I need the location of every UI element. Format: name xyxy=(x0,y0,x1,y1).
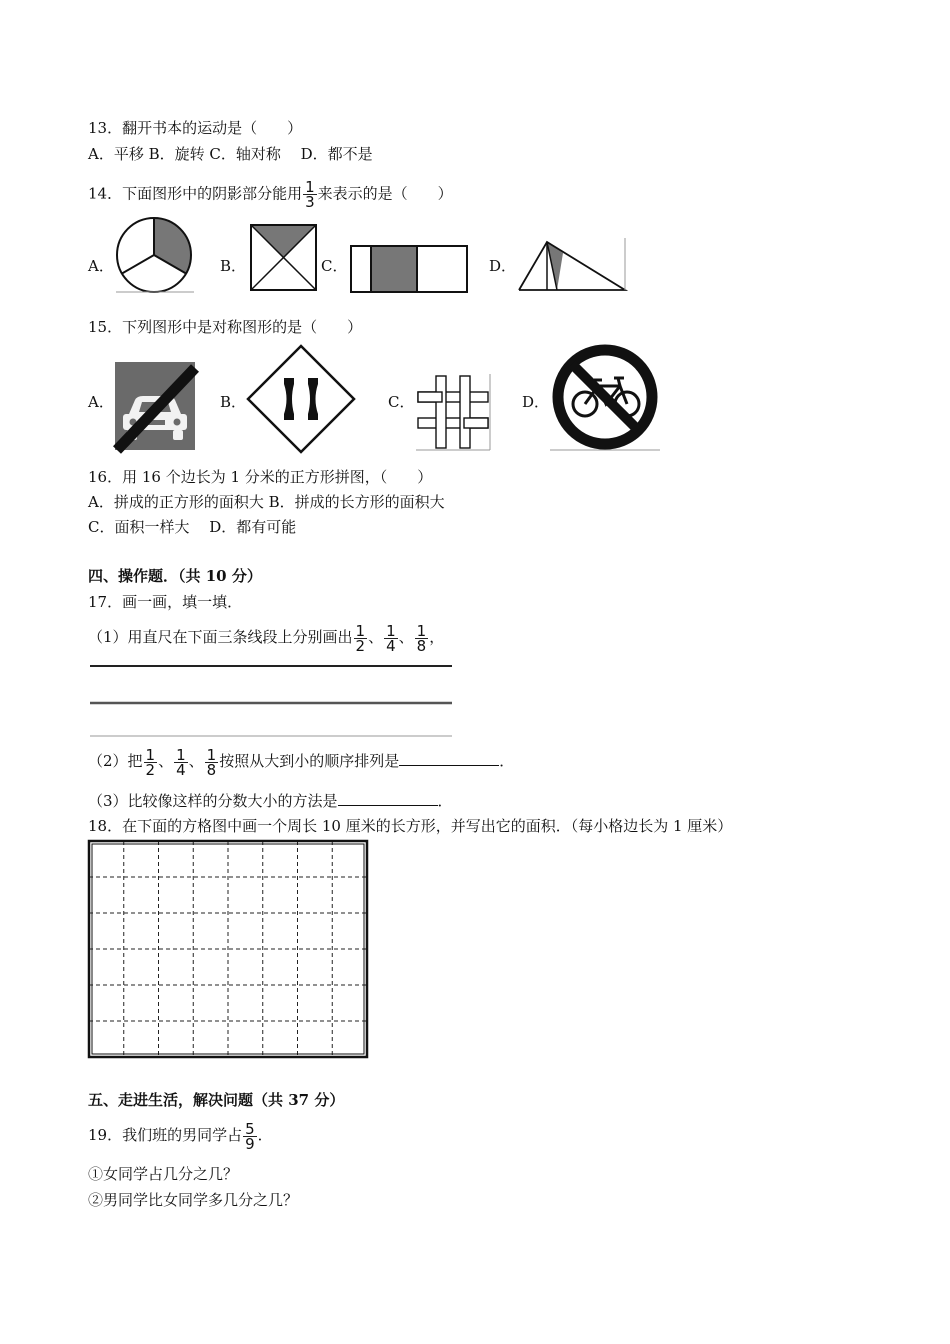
q19-stem xyxy=(88,1120,273,1151)
q17-stem: 17．画一画，填一填． xyxy=(88,593,243,611)
frac-num: 1 xyxy=(355,621,366,640)
q14-label-b: B． xyxy=(220,257,247,275)
q17-part1-before: （1）用直尺在下面三条线段上分别画出 xyxy=(88,628,353,646)
q17-p1-frac-half xyxy=(354,621,368,655)
q16-stem: 16．用 16 个边长为 1 分米的正方形拼图，（ ） xyxy=(88,468,433,486)
frac-num: 1 xyxy=(416,621,427,640)
frac-den: 9 xyxy=(245,1134,255,1153)
q15-stem: 15．下列图形中是对称图形的是（ ） xyxy=(88,318,363,336)
section4-title: 四、操作题．（共 10 分） xyxy=(88,567,262,585)
q15-car-sign xyxy=(115,362,197,450)
q15-label-d: D． xyxy=(522,393,550,411)
frac-num: 1 xyxy=(386,621,396,640)
frac-num: 1 xyxy=(145,745,156,764)
q14-fraction xyxy=(303,180,317,209)
frac-num: 1 xyxy=(176,745,186,764)
q15-no-bicycle-sign xyxy=(548,342,662,452)
q17-part3-before: （3）比较像这样的分数大小的方法是 xyxy=(88,792,338,810)
q14-circle-figure xyxy=(114,218,196,294)
q14-square-figure xyxy=(250,224,318,292)
q17-part2-after: 按照从大到小的顺序排列是 xyxy=(219,752,400,770)
frac-num: 5 xyxy=(245,1119,255,1138)
q14-stem-before: 14．下面图形中的阴影部分能用 xyxy=(88,184,303,203)
q18-stem: 18．在下面的方格图中画一个周长 10 厘米的长方形，并写出它的面积．（每小格边长为 1 厘米） xyxy=(88,817,733,835)
q14-rectangle-figure xyxy=(349,244,469,294)
q17-sep: 、 xyxy=(158,752,174,770)
q19-sub2: ②男同学比女同学多几分之几？ xyxy=(88,1191,299,1209)
q14-label-a: A． xyxy=(88,257,114,275)
frac-den: 4 xyxy=(386,636,396,655)
q14-label-c: C． xyxy=(321,257,348,275)
q17-part2 xyxy=(88,746,514,777)
q14-frac-num: 1 xyxy=(305,178,315,196)
q19-stem-after: ． xyxy=(257,1126,273,1144)
q17-answer-blank-2[interactable] xyxy=(338,791,438,806)
q17-p2-frac-quarter xyxy=(174,745,188,779)
q18-square-grid[interactable] xyxy=(86,838,370,1060)
q17-p1-frac-eighth xyxy=(415,621,429,655)
q19-sub1: ①女同学占几分之几？ xyxy=(88,1165,239,1183)
frac-den: 8 xyxy=(416,636,427,655)
q15-label-b: B． xyxy=(220,393,247,411)
q17-sep: 、 xyxy=(188,752,204,770)
q15-narrow-bridge-sign xyxy=(246,344,356,454)
q17-part3-end: ． xyxy=(437,792,453,810)
q14-frac-den: 3 xyxy=(305,193,315,211)
q15-label-a: A． xyxy=(88,393,114,411)
q16-options-line2: C．面积一样大 D．都有可能 xyxy=(88,518,297,536)
q17-line-segments xyxy=(88,660,454,740)
q17-part1-after: ， xyxy=(429,628,445,646)
q17-p2-frac-half xyxy=(144,745,158,779)
frac-den: 4 xyxy=(176,760,186,779)
q14-label-d: D． xyxy=(489,257,517,275)
q14-stem-after: 来表示的是（ ） xyxy=(317,184,453,203)
q15-woven-grid-figure xyxy=(414,372,494,452)
q15-label-c: C． xyxy=(388,393,415,411)
q13-options: A．平移 B．旋转 C．轴对称 D．都不是 xyxy=(88,145,373,163)
q17-part3 xyxy=(88,791,453,810)
q17-sep: 、 xyxy=(398,628,414,646)
q14-triangle-figure xyxy=(517,236,629,294)
frac-den: 2 xyxy=(355,636,366,655)
frac-den: 2 xyxy=(145,760,156,779)
q17-p1-frac-quarter xyxy=(384,621,398,655)
q17-p2-frac-eighth xyxy=(205,745,219,779)
q17-part2-end: ． xyxy=(499,752,515,770)
q14-stem xyxy=(88,180,453,209)
q13-stem: 13．翻开书本的运动是（ ） xyxy=(88,119,303,137)
q16-options-line1: A．拼成的正方形的面积大 B．拼成的长方形的面积大 xyxy=(88,493,445,511)
section5-title: 五、走进生活，解决问题（共 37 分） xyxy=(88,1091,345,1109)
q19-fraction xyxy=(243,1119,257,1153)
q17-sep: 、 xyxy=(368,628,384,646)
q17-part1 xyxy=(88,622,444,653)
q17-answer-blank-1[interactable] xyxy=(399,751,499,766)
frac-den: 8 xyxy=(206,760,217,779)
q19-stem-before: 19．我们班的男同学占 xyxy=(88,1126,243,1144)
q17-part2-before: （2）把 xyxy=(88,752,143,770)
frac-num: 1 xyxy=(206,745,217,764)
